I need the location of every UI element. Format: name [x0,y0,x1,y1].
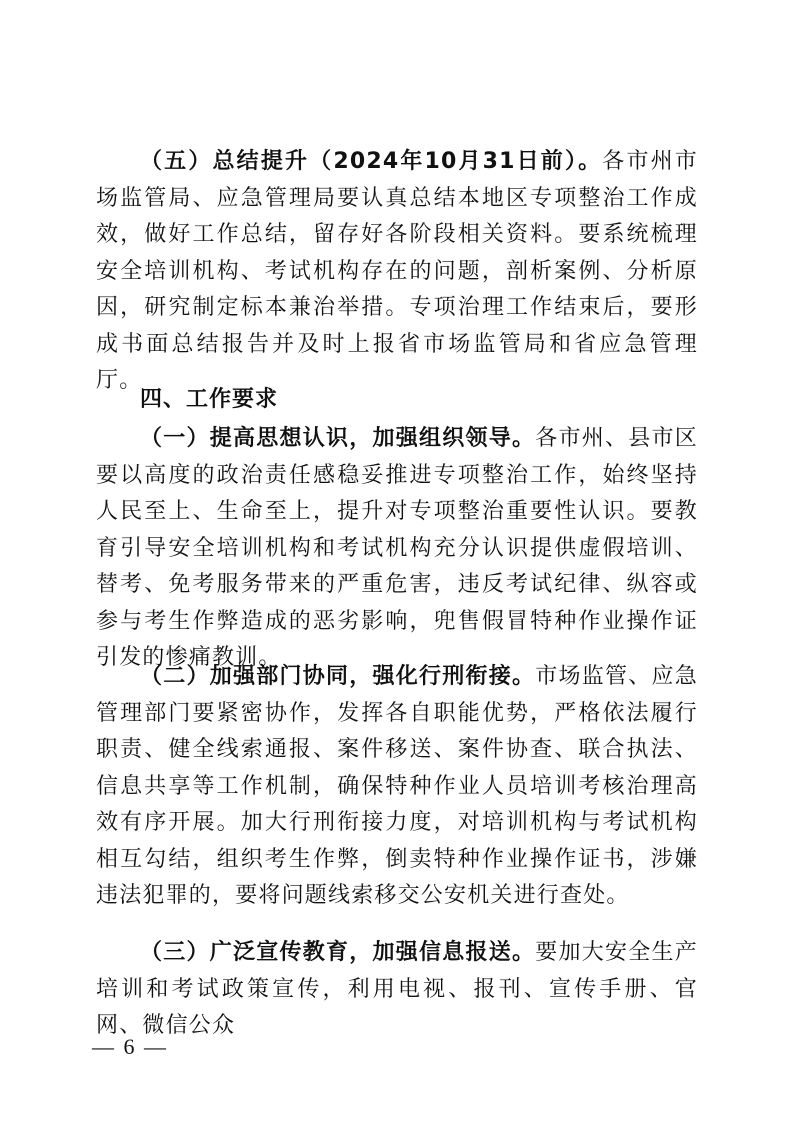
paragraph-body: 各市州、县市区要以高度的政治责任感稳妥推进专项整治工作，始终坚持人民至上、生命至上，提升对专项整治重要性认识。要教育引导安全培训机构和考试机构充分认识提供虚假培训、替考、免考服务带来的严重危害，违反考试纪律、纵容或参与考生作弊造成的恶劣影响，兜售假冒特种作业操作证引发的惨痛教训。 [96,426,698,670]
paragraph-summary-stage [96,144,698,400]
paragraph-requirement-2 [96,659,698,915]
paragraph-lead: （二）加强部门协同，强化行刑衔接。 [140,664,536,689]
paragraph-lead: （五）总结提升（2024年10月31日前）。 [140,149,603,174]
paragraph-body: 各市州市场监管局、应急管理局要认真总结本地区专项整治工作成效，做好工作总结，留存好各阶段相关资料。要系统梳理安全培训机构、考试机构存在的问题，剖析案例、分析原因，研究制定标本兼治举措。专项治理工作结束后，要形成书面总结报告并及时上报省市场监管局和省应急管理厅。 [96,149,698,393]
paragraph-requirement-3 [96,935,698,1045]
page-number: — 6 — [92,1034,168,1059]
paragraph-body: 市场监管、应急管理部门要紧密协作，发挥各自职能优势，严格依法履行职责、健全线索通报、案件移送、案件协查、联合执法、信息共享等工作机制，确保特种作业人员培训考核治理高效有序开展。加大行刑衔接力度，对培训机构与考试机构相互勾结，组织考生作弊，倒卖特种作业操作证书，涉嫌违法犯罪的，要将问题线索移交公安机关进行查处。 [96,664,698,908]
paragraph-requirement-1 [96,421,698,677]
paragraph-lead: （一）提高思想认识，加强组织领导。 [140,426,536,451]
section-heading-work-requirements: 四、工作要求 [140,387,279,412]
paragraph-body: 要加大安全生产培训和考试政策宣传，利用电视、报刊、宣传手册、官网、微信公众 [96,940,698,1038]
paragraph-lead: （三）广泛宣传教育，加强信息报送。 [140,940,536,965]
